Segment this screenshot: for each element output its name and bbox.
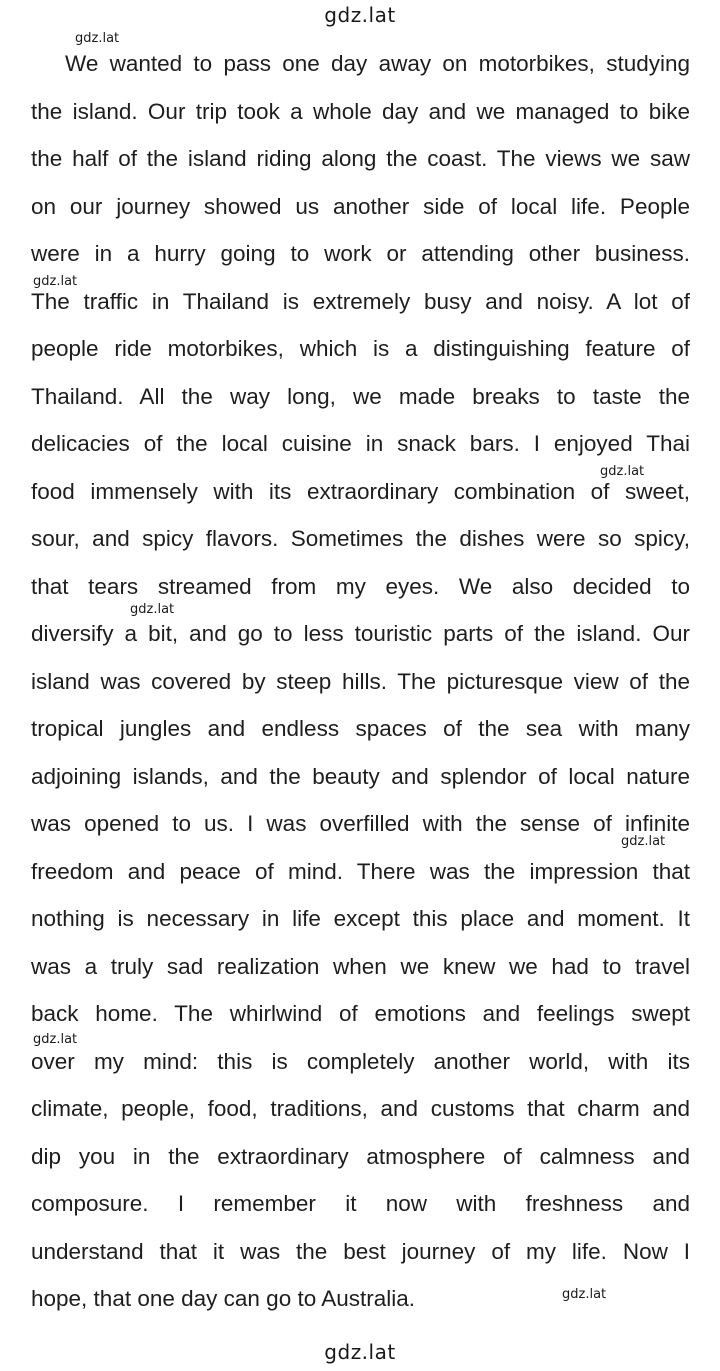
text-line: island was covered by steep hills. The picturesque view of the — [31, 668, 690, 694]
text-line: nothing is necessary in life except this place and moment. It — [31, 906, 690, 931]
watermark: gdz.lat — [600, 464, 645, 479]
text-line: was opened to us. I was overfilled with the sense of infinite — [31, 811, 690, 836]
text-line: understand that it was the best journey of my life. Now I — [31, 1238, 690, 1264]
text-line: The traffic in Thailand is extremely busy and noisy. A lot of — [31, 288, 690, 314]
text-line: over my mind: this is completely another world, with its — [31, 1048, 690, 1074]
text-line: food immensely with its extraordinary combination of sweet, — [31, 478, 690, 504]
watermark: gdz.lat — [562, 1287, 607, 1302]
text-line: sour, and spicy flavors. Sometimes the dishes were so spicy, — [31, 526, 690, 551]
text-line: back home. The whirlwind of emotions and feelings swept — [31, 1001, 690, 1026]
watermark: gdz.lat — [33, 1032, 78, 1047]
watermark: gdz.lat — [130, 602, 175, 617]
text-line: diversify a bit, and go to less touristic parts of the island. Our — [31, 621, 690, 646]
text-line: composure. I remember it now with freshness and — [31, 1191, 690, 1216]
text-line: tropical jungles and endless spaces of the sea with many — [31, 716, 690, 741]
text-line: delicacies of the local cuisine in snack bars. I enjoyed Thai — [31, 431, 690, 456]
text-line: We wanted to pass one day away on motorbikes, studying — [65, 51, 690, 76]
text-line: were in a hurry going to work or attending other business. — [31, 241, 690, 266]
essay-paragraph — [31, 44, 690, 1327]
watermark: gdz.lat — [621, 834, 666, 849]
text-line: freedom and peace of mind. There was the impression that — [31, 858, 690, 884]
text-line: hope, that one day can go to Australia. — [31, 1286, 416, 1311]
text-line: dip you in the extraordinary atmosphere of calmness and — [31, 1143, 690, 1169]
text-line: that tears streamed from my eyes. We also decided to — [31, 573, 690, 599]
text-line: people ride motorbikes, which is a distinguishing feature of — [31, 336, 690, 361]
text-line: climate, people, food, traditions, and customs that charm and — [31, 1096, 690, 1121]
watermark-bottom: gdz.lat — [324, 1340, 396, 1364]
text-line: Thailand. All the way long, we made breaks to taste the — [31, 383, 690, 409]
text-line: on our journey showed us another side of local life. People — [31, 193, 690, 219]
text-line: was a truly sad realization when we knew we had to travel — [31, 953, 690, 979]
text-line: the half of the island riding along the coast. The views we saw — [31, 146, 690, 171]
watermark: gdz.lat — [75, 31, 120, 46]
text-line: adjoining islands, and the beauty and splendor of local nature — [31, 763, 690, 789]
watermark-top: gdz.lat — [324, 3, 396, 27]
text-line: the island. Our trip took a whole day and we managed to bike — [31, 98, 690, 124]
watermark: gdz.lat — [33, 274, 78, 289]
